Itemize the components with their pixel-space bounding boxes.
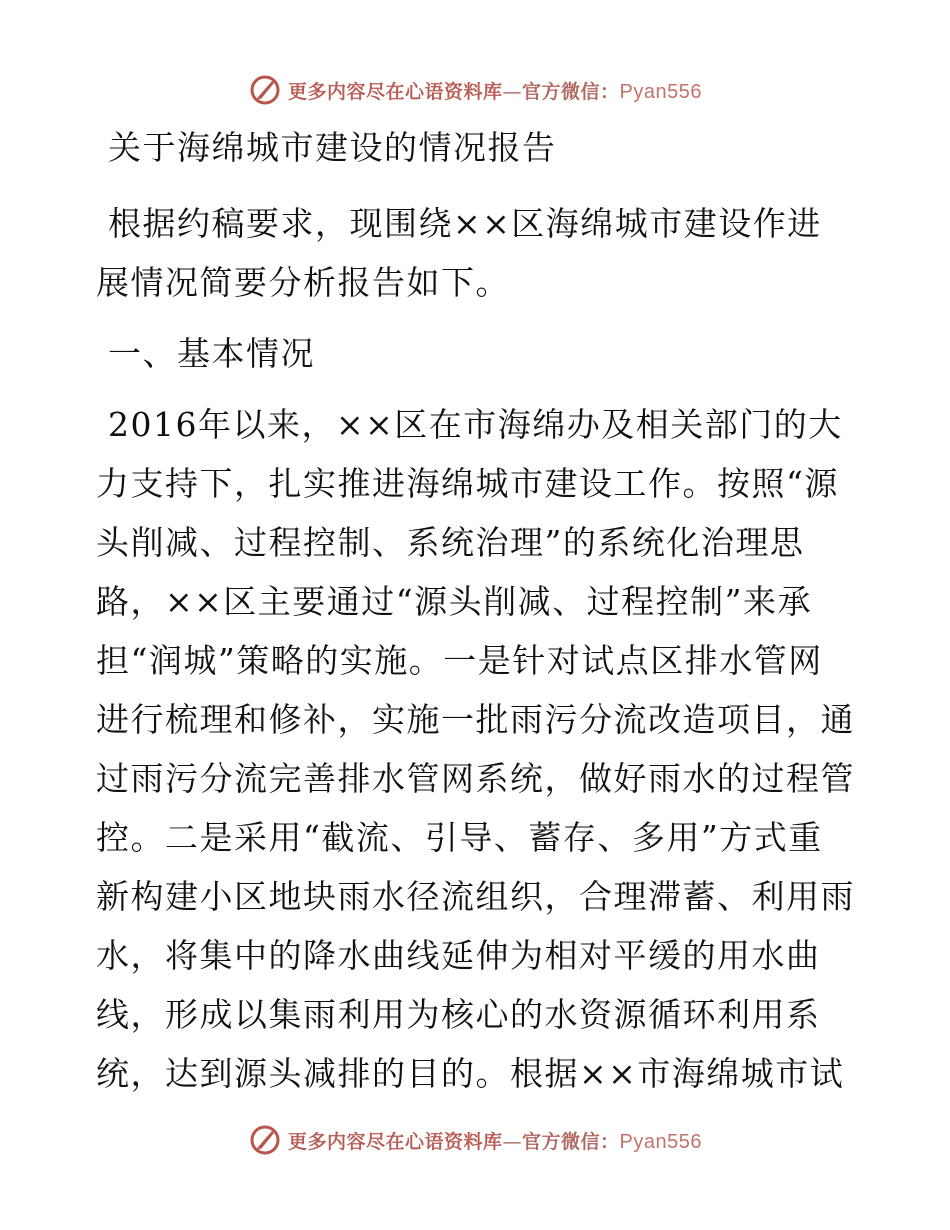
text-line: 2016年以来，××区在市海绵办及相关部门的大	[108, 405, 843, 444]
intro-paragraph	[96, 194, 856, 312]
watermark-text	[288, 1127, 702, 1154]
watermark-brand: 更多内容尽在心语资料库	[288, 1130, 503, 1153]
text-line: 路，××区主要通过“源头削减、过程控制”来承	[96, 582, 813, 621]
watermark-wechat-id: Pyan556	[619, 80, 702, 103]
text-line: 力支持下，扎实推进海绵城市建设工作。按照“源	[96, 464, 839, 503]
watermark-official-label: 官方微信：	[522, 80, 620, 103]
quill-logo-icon	[248, 73, 282, 107]
watermark-official-label: 官方微信：	[522, 1130, 620, 1153]
text-line: 根据约稿要求，现围绕××区海绵城市建设作进	[108, 204, 822, 243]
text-line: 头削减、过程控制、系统治理”的系统化治理思	[96, 523, 805, 562]
text-line: 控。二是采用“截流、引导、蓄存、多用”方式重	[96, 818, 823, 857]
text-line: 水，将集中的降水曲线延伸为相对平缓的用水曲	[96, 936, 821, 975]
header-watermark	[0, 70, 950, 110]
quill-logo-icon	[248, 1123, 282, 1157]
document-title: 关于海绵城市建设的情况报告	[108, 128, 557, 167]
text-line: 统，达到源头减排的目的。根据××市海绵城市试	[96, 1054, 845, 1093]
watermark-text	[288, 77, 702, 104]
text-line: 进行梳理和修补，实施一批雨污分流改造项目，通	[96, 700, 855, 739]
text-line: 展情况简要分析报告如下。	[96, 263, 510, 302]
watermark-dash: —	[502, 1130, 523, 1153]
document-body	[96, 122, 856, 1103]
text-line: 担“润城”策略的实施。一是针对试点区排水管网	[96, 641, 823, 680]
watermark-wechat-id: Pyan556	[619, 1130, 702, 1153]
text-line: 过雨污分流完善排水管网系统，做好雨水的过程管	[96, 759, 855, 798]
footer-watermark	[0, 1120, 950, 1160]
section-heading: 一、基本情况	[108, 334, 315, 373]
body-paragraph	[96, 395, 856, 1103]
watermark-brand: 更多内容尽在心语资料库	[288, 80, 503, 103]
watermark-dash: —	[502, 80, 523, 103]
text-line: 线，形成以集雨利用为核心的水资源循环利用系	[96, 995, 821, 1034]
text-line: 新构建小区地块雨水径流组织，合理滞蓄、利用雨	[96, 877, 855, 916]
